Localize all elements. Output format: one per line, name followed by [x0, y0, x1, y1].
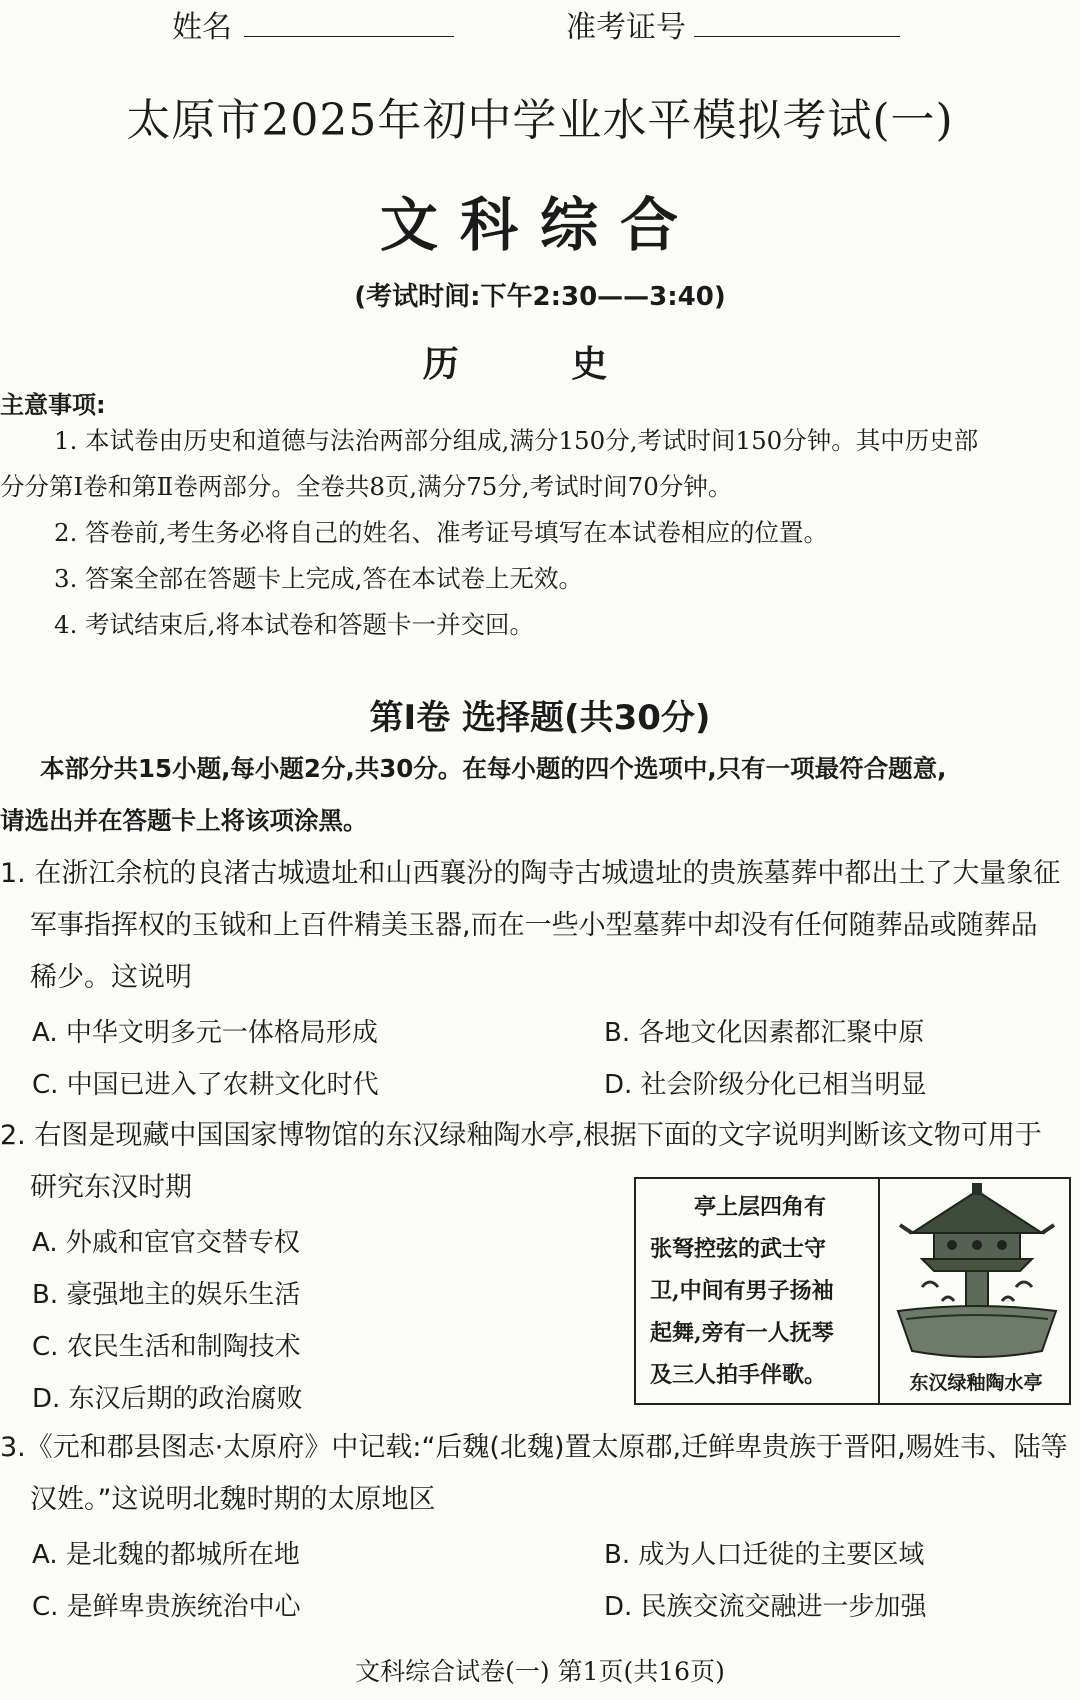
name-field[interactable]	[244, 36, 454, 37]
figure-caption: 东汉绿釉陶水亭	[909, 1372, 1043, 1394]
exam-title: 太原市2025年初中学业水平模拟考试(一)	[126, 95, 954, 146]
notice-item: 2. 答卷前,考生务必将自己的姓名、准考证号填写在本试卷相应的位置。	[54, 518, 828, 547]
question-2-option-b[interactable]: B. 豪强地主的娱乐生活	[32, 1280, 301, 1310]
exam-id-label: 准考证号	[566, 10, 686, 45]
question-1-text: 1. 在浙江余杭的良渚古城遗址和山西襄汾的陶寺古城遗址的贵族墓葬中都出土了大量象征	[0, 858, 1061, 889]
pottery-pavilion-image	[892, 1183, 1062, 1363]
question-3-option-a[interactable]: A. 是北魏的都城所在地	[32, 1540, 300, 1570]
section-intro: 请选出并在答题卡上将该项涂黑。	[0, 806, 368, 835]
part-title: 历 史	[422, 343, 658, 385]
question-3-option-c[interactable]: C. 是鲜卑贵族统治中心	[32, 1592, 301, 1622]
notice-item: 分分第Ⅰ卷和第Ⅱ卷两部分。全卷共8页,满分75分,考试时间70分钟。	[0, 472, 733, 501]
notice-heading: 主意事项:	[0, 391, 106, 419]
exam-time: (考试时间:下午2:30——3:40)	[354, 282, 726, 312]
figure-text-line: 起舞,旁有一人抚琴	[650, 1320, 834, 1346]
question-1-option-d[interactable]: D. 社会阶级分化已相当明显	[604, 1070, 927, 1100]
question-3-text: 3.《元和郡县图志·太原府》中记载:“后魏(北魏)置太原郡,迁鲜卑贵族于晋阳,赐姓韦、陆等	[0, 1432, 1068, 1463]
exam-id-field[interactable]	[694, 36, 900, 37]
question-2-text: 研究东汉时期	[30, 1172, 192, 1203]
question-1-text: 军事指挥权的玉钺和上百件精美玉器,而在一些小型墓葬中却没有任何随葬品或随葬品	[30, 910, 1038, 941]
question-2-option-c[interactable]: C. 农民生活和制陶技术	[32, 1332, 301, 1362]
question-1-option-c[interactable]: C. 中国已进入了农耕文化时代	[32, 1070, 379, 1100]
question-2-option-d[interactable]: D. 东汉后期的政治腐败	[32, 1384, 303, 1414]
question-3-option-b[interactable]: B. 成为人口迁徙的主要区域	[604, 1540, 925, 1570]
question-3-text: 汉姓。”这说明北魏时期的太原地区	[30, 1484, 436, 1515]
name-label: 姓名	[172, 10, 232, 45]
figure-text-line: 张弩控弦的武士守	[650, 1236, 827, 1262]
section-title: 第Ⅰ卷 选择题(共30分)	[369, 698, 711, 738]
figure-text-line: 亭上层四角有	[694, 1194, 827, 1220]
figure-text-line: 及三人拍手伴歌。	[650, 1362, 827, 1388]
figure-divider	[878, 1177, 880, 1405]
notice-item: 4. 考试结束后,将本试卷和答题卡一并交回。	[54, 610, 534, 639]
question-1-option-a[interactable]: A. 中华文明多元一体格局形成	[32, 1018, 378, 1048]
figure-description	[650, 1186, 872, 1396]
section-intro: 本部分共15小题,每小题2分,共30分。在每小题的四个选项中,只有一项最符合题意,	[40, 754, 947, 783]
notice-item: 1. 本试卷由历史和道德与法治两部分组成,满分150分,考试时间150分钟。其中历史部	[54, 426, 979, 455]
question-3-option-d[interactable]: D. 民族交流交融进一步加强	[604, 1592, 927, 1622]
page-footer: 文科综合试卷(一) 第1页(共16页)	[355, 1657, 725, 1686]
subject-title: 文科综合	[379, 191, 700, 259]
question-2-text: 2. 右图是现藏中国国家博物馆的东汉绿釉陶水亭,根据下面的文字说明判断该文物可用于	[0, 1120, 1042, 1151]
question-1-text: 稀少。这说明	[30, 962, 192, 993]
question-1-option-b[interactable]: B. 各地文化因素都汇聚中原	[604, 1018, 925, 1048]
figure-text-line: 卫,中间有男子扬袖	[650, 1278, 834, 1304]
question-2-option-a[interactable]: A. 外戚和宦官交替专权	[32, 1228, 300, 1258]
notice-item: 3. 答案全部在答题卡上完成,答在本试卷上无效。	[54, 564, 583, 593]
